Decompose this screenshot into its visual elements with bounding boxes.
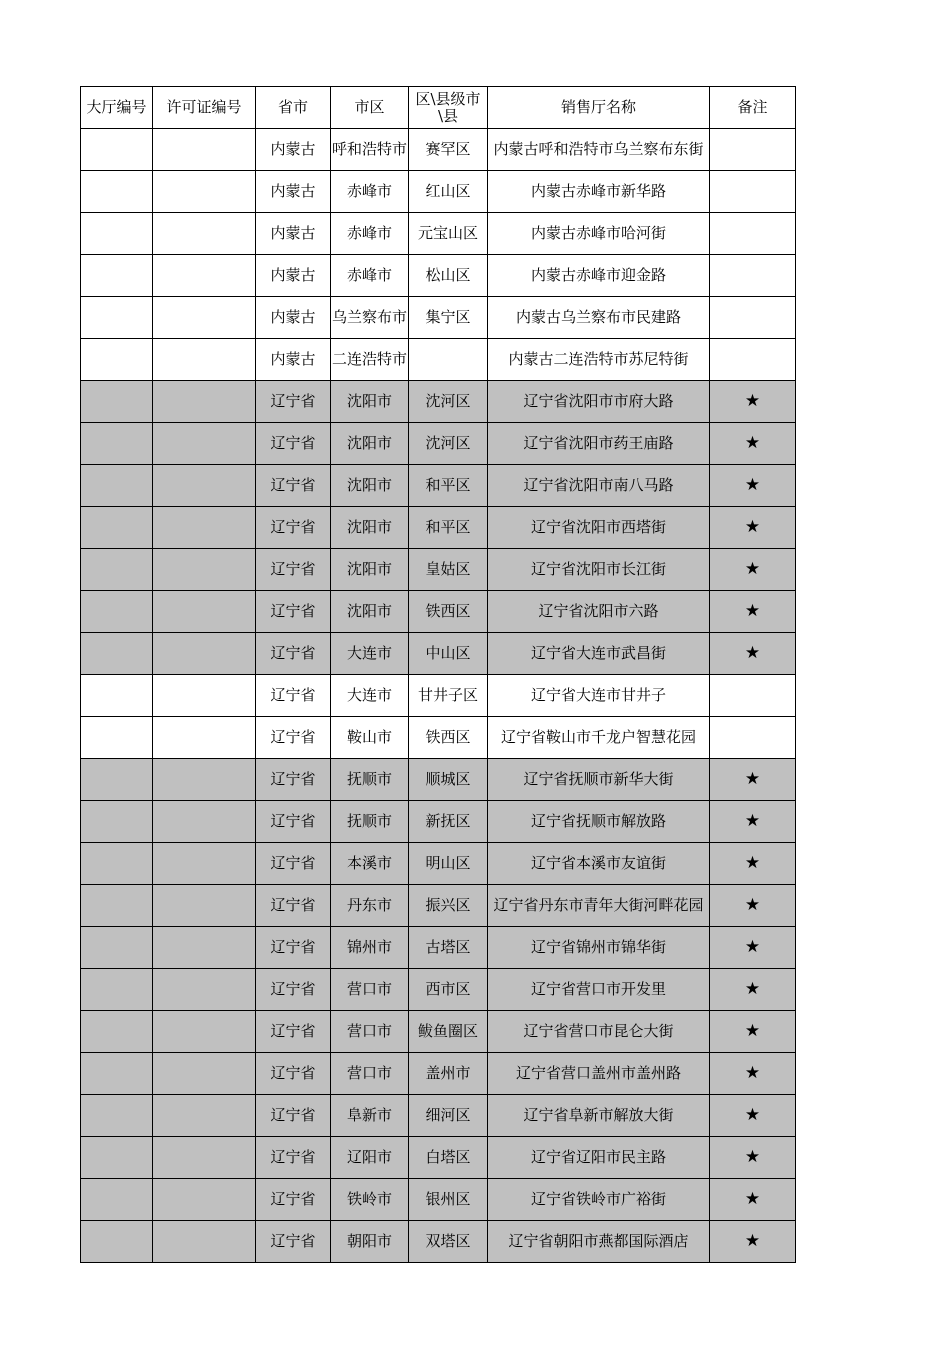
cell-province: 辽宁省 — [256, 717, 331, 759]
cell-note — [710, 675, 796, 717]
cell-city: 锦州市 — [331, 927, 409, 969]
table-row — [81, 969, 796, 1011]
cell-city: 赤峰市 — [331, 213, 409, 255]
cell-hall-name: 辽宁省沈阳市西塔街 — [488, 507, 710, 549]
cell-province: 辽宁省 — [256, 1011, 331, 1053]
cell-hall-no — [81, 927, 153, 969]
cell-province: 内蒙古 — [256, 255, 331, 297]
header-row — [81, 87, 796, 129]
cell-hall-name: 辽宁省沈阳市六路 — [488, 591, 710, 633]
cell-province: 内蒙古 — [256, 339, 331, 381]
star-icon: ★ — [710, 1137, 796, 1179]
cell-city: 大连市 — [331, 675, 409, 717]
cell-license-no — [153, 297, 256, 339]
cell-city: 赤峰市 — [331, 255, 409, 297]
cell-province: 辽宁省 — [256, 507, 331, 549]
cell-city: 铁岭市 — [331, 1179, 409, 1221]
header-province: 省市 — [256, 87, 331, 129]
cell-district: 红山区 — [409, 171, 488, 213]
cell-license-no — [153, 843, 256, 885]
cell-license-no — [153, 1137, 256, 1179]
cell-city: 营口市 — [331, 969, 409, 1011]
cell-district: 甘井子区 — [409, 675, 488, 717]
cell-hall-name: 辽宁省沈阳市市府大路 — [488, 381, 710, 423]
cell-license-no — [153, 969, 256, 1011]
cell-license-no — [153, 1095, 256, 1137]
table-row — [81, 171, 796, 213]
star-icon: ★ — [710, 633, 796, 675]
cell-city: 呼和浩特市 — [331, 129, 409, 171]
cell-hall-no — [81, 1053, 153, 1095]
table-row — [81, 885, 796, 927]
cell-district: 盖州市 — [409, 1053, 488, 1095]
cell-license-no — [153, 633, 256, 675]
cell-note — [710, 717, 796, 759]
cell-district: 明山区 — [409, 843, 488, 885]
cell-province: 辽宁省 — [256, 675, 331, 717]
cell-hall-name: 辽宁省本溪市友谊街 — [488, 843, 710, 885]
cell-hall-no — [81, 675, 153, 717]
cell-city: 二连浩特市 — [331, 339, 409, 381]
cell-city: 鞍山市 — [331, 717, 409, 759]
cell-license-no — [153, 927, 256, 969]
cell-hall-name: 内蒙古赤峰市迎金路 — [488, 255, 710, 297]
star-icon: ★ — [710, 801, 796, 843]
cell-hall-name: 内蒙古赤峰市新华路 — [488, 171, 710, 213]
cell-license-no — [153, 465, 256, 507]
cell-province: 辽宁省 — [256, 549, 331, 591]
cell-hall-no — [81, 507, 153, 549]
table-row — [81, 717, 796, 759]
table-row — [81, 297, 796, 339]
cell-hall-no — [81, 633, 153, 675]
table-row — [81, 129, 796, 171]
cell-hall-name: 辽宁省抚顺市解放路 — [488, 801, 710, 843]
cell-hall-no — [81, 1095, 153, 1137]
cell-district: 沈河区 — [409, 381, 488, 423]
star-icon: ★ — [710, 1011, 796, 1053]
cell-license-no — [153, 549, 256, 591]
cell-license-no — [153, 255, 256, 297]
cell-license-no — [153, 381, 256, 423]
star-icon: ★ — [710, 381, 796, 423]
cell-license-no — [153, 339, 256, 381]
cell-hall-no — [81, 969, 153, 1011]
cell-province: 辽宁省 — [256, 843, 331, 885]
cell-hall-no — [81, 423, 153, 465]
sales-hall-table — [80, 86, 796, 1263]
table-row — [81, 1011, 796, 1053]
cell-city: 沈阳市 — [331, 507, 409, 549]
table-row — [81, 255, 796, 297]
table-row — [81, 1221, 796, 1263]
star-icon: ★ — [710, 1053, 796, 1095]
header-hall-no: 大厅编号 — [81, 87, 153, 129]
table-row — [81, 759, 796, 801]
cell-note — [710, 255, 796, 297]
header-hall-name: 销售厅名称 — [488, 87, 710, 129]
cell-province: 内蒙古 — [256, 171, 331, 213]
cell-note — [710, 129, 796, 171]
cell-district: 铁西区 — [409, 591, 488, 633]
cell-hall-no — [81, 1221, 153, 1263]
star-icon: ★ — [710, 843, 796, 885]
cell-hall-name: 辽宁省大连市武昌街 — [488, 633, 710, 675]
cell-license-no — [153, 885, 256, 927]
table-row — [81, 423, 796, 465]
cell-district: 新抚区 — [409, 801, 488, 843]
cell-license-no — [153, 717, 256, 759]
cell-district: 和平区 — [409, 465, 488, 507]
cell-district: 皇姑区 — [409, 549, 488, 591]
cell-district: 和平区 — [409, 507, 488, 549]
cell-hall-name: 辽宁省抚顺市新华大街 — [488, 759, 710, 801]
cell-hall-no — [81, 759, 153, 801]
table-row — [81, 591, 796, 633]
cell-province: 辽宁省 — [256, 591, 331, 633]
cell-hall-no — [81, 255, 153, 297]
cell-district — [409, 339, 488, 381]
cell-city: 大连市 — [331, 633, 409, 675]
cell-district: 西市区 — [409, 969, 488, 1011]
table-body — [81, 129, 796, 1263]
cell-hall-name: 辽宁省阜新市解放大街 — [488, 1095, 710, 1137]
cell-city: 沈阳市 — [331, 381, 409, 423]
cell-city: 朝阳市 — [331, 1221, 409, 1263]
cell-district: 白塔区 — [409, 1137, 488, 1179]
table-row — [81, 927, 796, 969]
cell-city: 乌兰察布市 — [331, 297, 409, 339]
cell-hall-no — [81, 1137, 153, 1179]
cell-hall-no — [81, 213, 153, 255]
cell-hall-no — [81, 885, 153, 927]
cell-hall-no — [81, 591, 153, 633]
cell-city: 沈阳市 — [331, 423, 409, 465]
cell-hall-no — [81, 801, 153, 843]
cell-district: 鲅鱼圈区 — [409, 1011, 488, 1053]
table-row — [81, 507, 796, 549]
cell-province: 辽宁省 — [256, 1179, 331, 1221]
cell-province: 辽宁省 — [256, 969, 331, 1011]
cell-province: 辽宁省 — [256, 381, 331, 423]
cell-license-no — [153, 1221, 256, 1263]
cell-hall-no — [81, 1011, 153, 1053]
cell-hall-name: 内蒙古赤峰市哈河街 — [488, 213, 710, 255]
star-icon: ★ — [710, 423, 796, 465]
table-row — [81, 381, 796, 423]
table-row — [81, 843, 796, 885]
cell-license-no — [153, 507, 256, 549]
cell-district: 元宝山区 — [409, 213, 488, 255]
cell-license-no — [153, 213, 256, 255]
cell-hall-name: 内蒙古二连浩特市苏尼特街 — [488, 339, 710, 381]
star-icon: ★ — [710, 927, 796, 969]
cell-province: 辽宁省 — [256, 465, 331, 507]
header-city: 市区 — [331, 87, 409, 129]
table-row — [81, 1095, 796, 1137]
star-icon: ★ — [710, 1179, 796, 1221]
cell-license-no — [153, 171, 256, 213]
cell-license-no — [153, 129, 256, 171]
cell-city: 赤峰市 — [331, 171, 409, 213]
table-row — [81, 339, 796, 381]
cell-district: 振兴区 — [409, 885, 488, 927]
table-row — [81, 549, 796, 591]
table-row — [81, 1137, 796, 1179]
cell-province: 内蒙古 — [256, 129, 331, 171]
cell-district: 集宁区 — [409, 297, 488, 339]
cell-province: 辽宁省 — [256, 1095, 331, 1137]
cell-hall-name: 辽宁省铁岭市广裕街 — [488, 1179, 710, 1221]
header-note: 备注 — [710, 87, 796, 129]
cell-license-no — [153, 1179, 256, 1221]
cell-hall-name: 辽宁省营口市开发里 — [488, 969, 710, 1011]
star-icon: ★ — [710, 1095, 796, 1137]
star-icon: ★ — [710, 507, 796, 549]
cell-district: 古塔区 — [409, 927, 488, 969]
cell-hall-name: 辽宁省辽阳市民主路 — [488, 1137, 710, 1179]
cell-hall-no — [81, 843, 153, 885]
table-row — [81, 675, 796, 717]
header-district: 区\县级市\县 — [409, 87, 488, 129]
cell-province: 辽宁省 — [256, 927, 331, 969]
cell-province: 辽宁省 — [256, 885, 331, 927]
cell-city: 本溪市 — [331, 843, 409, 885]
cell-province: 辽宁省 — [256, 1221, 331, 1263]
cell-note — [710, 339, 796, 381]
cell-note — [710, 297, 796, 339]
cell-license-no — [153, 591, 256, 633]
cell-license-no — [153, 801, 256, 843]
cell-hall-name: 辽宁省沈阳市长江街 — [488, 549, 710, 591]
cell-hall-name: 内蒙古乌兰察布市民建路 — [488, 297, 710, 339]
cell-province: 辽宁省 — [256, 423, 331, 465]
cell-hall-name: 辽宁省营口盖州市盖州路 — [488, 1053, 710, 1095]
cell-province: 辽宁省 — [256, 801, 331, 843]
cell-district: 银州区 — [409, 1179, 488, 1221]
cell-hall-name: 内蒙古呼和浩特市乌兰察布东街 — [488, 129, 710, 171]
cell-city: 营口市 — [331, 1011, 409, 1053]
cell-city: 沈阳市 — [331, 549, 409, 591]
cell-city: 阜新市 — [331, 1095, 409, 1137]
cell-license-no — [153, 675, 256, 717]
cell-city: 抚顺市 — [331, 759, 409, 801]
cell-hall-no — [81, 171, 153, 213]
cell-province: 辽宁省 — [256, 1137, 331, 1179]
star-icon: ★ — [710, 1221, 796, 1263]
star-icon: ★ — [710, 465, 796, 507]
cell-hall-name: 辽宁省丹东市青年大街河畔花园 — [488, 885, 710, 927]
cell-district: 铁西区 — [409, 717, 488, 759]
cell-license-no — [153, 423, 256, 465]
cell-city: 营口市 — [331, 1053, 409, 1095]
cell-city: 辽阳市 — [331, 1137, 409, 1179]
table-row — [81, 213, 796, 255]
cell-hall-no — [81, 129, 153, 171]
cell-hall-name: 辽宁省沈阳市药王庙路 — [488, 423, 710, 465]
cell-district: 中山区 — [409, 633, 488, 675]
cell-hall-no — [81, 717, 153, 759]
cell-province: 内蒙古 — [256, 297, 331, 339]
table-row — [81, 801, 796, 843]
cell-hall-no — [81, 465, 153, 507]
cell-district: 松山区 — [409, 255, 488, 297]
cell-city: 沈阳市 — [331, 465, 409, 507]
cell-district: 顺城区 — [409, 759, 488, 801]
cell-hall-name: 辽宁省大连市甘井子 — [488, 675, 710, 717]
cell-license-no — [153, 1053, 256, 1095]
cell-hall-name: 辽宁省朝阳市燕都国际酒店 — [488, 1221, 710, 1263]
cell-license-no — [153, 1011, 256, 1053]
cell-hall-name: 辽宁省营口市昆仑大街 — [488, 1011, 710, 1053]
table-row — [81, 1179, 796, 1221]
star-icon: ★ — [710, 759, 796, 801]
cell-hall-no — [81, 339, 153, 381]
cell-hall-name: 辽宁省鞍山市千龙户智慧花园 — [488, 717, 710, 759]
cell-hall-name: 辽宁省沈阳市南八马路 — [488, 465, 710, 507]
cell-license-no — [153, 759, 256, 801]
cell-hall-no — [81, 549, 153, 591]
cell-city: 抚顺市 — [331, 801, 409, 843]
cell-hall-name: 辽宁省锦州市锦华街 — [488, 927, 710, 969]
cell-note — [710, 213, 796, 255]
cell-city: 丹东市 — [331, 885, 409, 927]
cell-province: 辽宁省 — [256, 1053, 331, 1095]
cell-city: 沈阳市 — [331, 591, 409, 633]
star-icon: ★ — [710, 549, 796, 591]
cell-province: 内蒙古 — [256, 213, 331, 255]
cell-hall-no — [81, 381, 153, 423]
star-icon: ★ — [710, 969, 796, 1011]
cell-hall-no — [81, 297, 153, 339]
cell-district: 细河区 — [409, 1095, 488, 1137]
cell-district: 沈河区 — [409, 423, 488, 465]
table-row — [81, 633, 796, 675]
cell-note — [710, 171, 796, 213]
cell-province: 辽宁省 — [256, 759, 331, 801]
header-license-no: 许可证编号 — [153, 87, 256, 129]
table-row — [81, 465, 796, 507]
star-icon: ★ — [710, 885, 796, 927]
table-row — [81, 1053, 796, 1095]
cell-district: 赛罕区 — [409, 129, 488, 171]
star-icon: ★ — [710, 591, 796, 633]
cell-hall-no — [81, 1179, 153, 1221]
cell-district: 双塔区 — [409, 1221, 488, 1263]
cell-province: 辽宁省 — [256, 633, 331, 675]
